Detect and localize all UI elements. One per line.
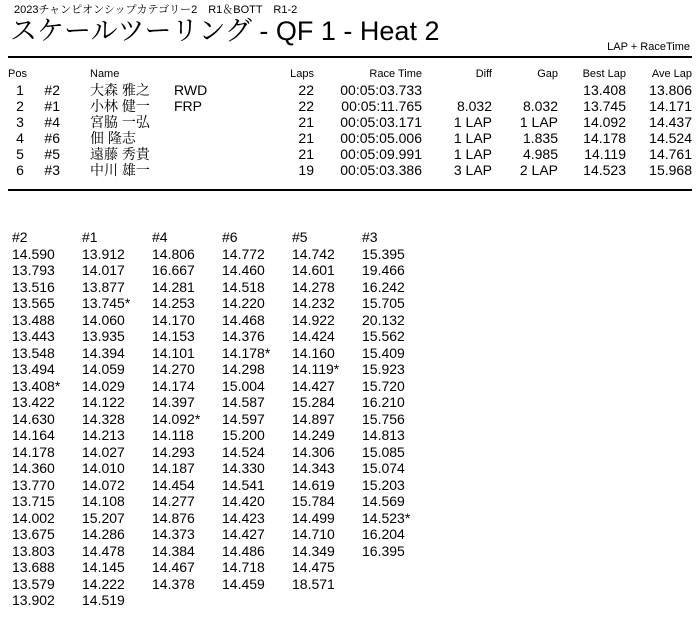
result-time: 00:05:03.733 [340, 82, 422, 98]
lap-time: 13.877 [82, 278, 125, 295]
result-num: #2 [44, 82, 60, 98]
lap-time: 14.772 [222, 245, 265, 262]
lap-time: 18.571 [292, 575, 335, 592]
lap-time: 15.756 [362, 410, 405, 427]
result-team [174, 162, 254, 178]
lap-time: 14.293 [152, 443, 195, 460]
result-pos: 4 [16, 130, 24, 146]
result-laps: 21 [298, 146, 314, 162]
lap-time: 14.378 [152, 575, 195, 592]
result-team: FRP [174, 98, 202, 114]
lap-time: 13.675 [12, 526, 55, 542]
result-best: 14.178 [583, 130, 626, 146]
result-ave: 15.968 [649, 162, 692, 178]
lap-time: 14.187 [152, 460, 195, 476]
result-laps: 21 [298, 130, 314, 146]
lap-time: 14.232 [292, 295, 335, 311]
lap-time: 13.912 [82, 245, 125, 262]
col-header-race-time: Race Time [369, 68, 422, 80]
lap-time: 14.486 [222, 542, 265, 559]
header-divider [8, 56, 692, 58]
lap-time: 14.278 [292, 278, 335, 295]
lap-time: 15.207 [82, 509, 125, 526]
lap-time: 14.072 [82, 476, 125, 493]
result-diff: 1 LAP [453, 130, 492, 146]
lap-time: 14.249 [292, 427, 335, 443]
lap-column [362, 229, 432, 559]
lap-time: 14.298 [222, 361, 265, 377]
lap-time: 13.565 [12, 295, 55, 311]
lap-time: 13.715 [12, 493, 55, 509]
lap-time: 14.213 [82, 427, 125, 443]
col-header-pos: Pos [8, 68, 27, 80]
lap-time: 15.409 [362, 344, 405, 361]
lap-column [292, 229, 362, 592]
lap-time: 14.460 [222, 262, 265, 278]
lap-time: 14.174 [152, 377, 195, 394]
result-team [174, 130, 254, 146]
lap-time: 15.004 [222, 377, 265, 394]
lap-time: 14.306 [292, 443, 335, 460]
lap-time: 13.935 [82, 328, 125, 344]
lap-time: 14.160 [292, 344, 335, 361]
lap-time: 14.101 [152, 344, 195, 361]
result-ave: 14.437 [649, 114, 692, 130]
lap-time: 20.132 [362, 311, 405, 328]
result-ave: 14.524 [649, 130, 692, 146]
lap-time: 14.222 [82, 575, 125, 592]
lap-time: 15.085 [362, 443, 405, 460]
lap-time: 14.010 [82, 460, 125, 476]
lap-time: 14.017 [82, 262, 125, 278]
lap-time: 14.468 [222, 311, 265, 328]
lap-time: 14.170 [152, 311, 195, 328]
lap-time: 16.242 [362, 278, 405, 295]
result-best: 13.408 [583, 82, 626, 98]
result-gap: 1.835 [522, 130, 558, 146]
lap-time: 14.619 [292, 476, 335, 493]
result-row [8, 146, 692, 162]
lap-time: 13.902 [12, 592, 55, 608]
lap-time: 14.394 [82, 344, 125, 361]
lap-time: 15.284 [292, 394, 335, 410]
result-pos: 3 [16, 114, 24, 130]
lap-time: 15.074 [362, 460, 405, 476]
result-pos: 1 [16, 82, 24, 98]
result-pos: 5 [16, 146, 24, 162]
result-team [174, 146, 254, 162]
lap-time: 14.373 [152, 526, 195, 542]
result-laps: 22 [298, 98, 314, 114]
lap-time: 13.516 [12, 278, 55, 295]
lap-time: 13.408* [12, 377, 61, 394]
lap-time: 14.277 [152, 493, 195, 509]
lap-time: 14.630 [12, 410, 55, 427]
lap-time: 14.541 [222, 476, 265, 493]
lap-time: 14.270 [152, 361, 195, 377]
result-time: 00:05:09.991 [340, 146, 422, 162]
lap-time: 14.922 [292, 311, 335, 328]
lap-time: 14.119* [292, 361, 340, 377]
lap-time: 15.203 [362, 476, 405, 493]
result-diff: 8.032 [456, 98, 492, 114]
lap-time: 14.108 [82, 493, 125, 509]
lap-time: 13.488 [12, 311, 55, 328]
result-laps: 22 [298, 82, 314, 98]
result-laps: 21 [298, 114, 314, 130]
result-team: RWD [174, 82, 208, 98]
lap-column [82, 229, 152, 609]
report-mode-label: LAP + RaceTime [607, 41, 690, 53]
lap-time: 14.029 [82, 377, 125, 394]
lap-time: 14.059 [82, 361, 125, 377]
result-pos: 2 [16, 98, 24, 114]
lap-time: 14.454 [152, 476, 195, 493]
lap-column-car: #4 [152, 229, 168, 245]
result-num: #6 [44, 130, 60, 146]
lap-time: 14.178 [12, 443, 55, 460]
lap-time: 14.330 [222, 460, 265, 476]
result-time: 00:05:05.006 [340, 130, 422, 146]
result-num: #1 [44, 98, 60, 114]
lap-time: 14.718 [222, 559, 265, 575]
lap-time: 13.422 [12, 394, 55, 410]
lap-time: 14.590 [12, 245, 55, 262]
result-diff: 3 LAP [453, 162, 492, 178]
lap-time: 15.720 [362, 377, 405, 394]
col-header-best-lap: Best Lap [582, 68, 626, 80]
lap-time: 15.705 [362, 295, 405, 311]
lap-time: 14.027 [82, 443, 125, 460]
result-name: 宮脇 一弘 [90, 114, 150, 130]
lap-time: 14.523* [362, 509, 411, 526]
col-header-diff: Diff [475, 68, 492, 80]
lap-time: 16.667 [152, 262, 195, 278]
lap-time: 14.423 [222, 509, 265, 526]
result-best: 14.523 [583, 162, 626, 178]
lap-time: 14.220 [222, 295, 265, 311]
result-pos: 6 [16, 162, 24, 178]
lap-time: 14.467 [152, 559, 195, 575]
result-ave: 14.761 [649, 146, 692, 162]
lap-time: 13.793 [12, 262, 55, 278]
lap-time: 14.459 [222, 575, 265, 592]
lap-time: 15.784 [292, 493, 335, 509]
lap-column-car: #1 [82, 229, 98, 245]
col-header-name: Name [90, 68, 120, 80]
result-name: 佃 隆志 [90, 130, 136, 146]
lap-time: 14.328 [82, 410, 125, 427]
lap-time: 14.710 [292, 526, 335, 542]
lap-time: 13.803 [12, 542, 55, 559]
result-laps: 19 [298, 162, 314, 178]
lap-time: 14.178* [222, 344, 271, 361]
lap-time: 14.360 [12, 460, 55, 476]
lap-time: 14.813 [362, 427, 405, 443]
page-title: スケールツーリング - QF 1 - Heat 2 [10, 16, 440, 46]
result-row [8, 82, 692, 98]
results-table [8, 67, 692, 178]
lap-time: 14.118 [152, 427, 194, 443]
lap-time: 13.443 [12, 328, 55, 344]
lap-time: 14.806 [152, 245, 195, 262]
result-gap: 1 LAP [519, 114, 558, 130]
lap-time: 13.770 [12, 476, 55, 493]
lap-time: 14.384 [152, 542, 195, 559]
lap-time: 13.548 [12, 344, 55, 361]
lap-time: 16.210 [362, 394, 405, 410]
result-name: 遠藤 秀貴 [90, 146, 150, 162]
lap-time: 14.397 [152, 394, 195, 410]
series-title: 2023チャンピオンシップカテゴリー2 R1＆BOTT R1-2 [14, 4, 298, 16]
result-name: 大森 雅之 [90, 82, 150, 98]
lap-time: 13.579 [12, 575, 55, 592]
lap-time: 14.060 [82, 311, 125, 328]
result-num: #4 [44, 114, 60, 130]
result-diff [422, 82, 492, 98]
result-row [8, 130, 692, 146]
lap-time: 13.688 [12, 559, 55, 575]
results-header-row [8, 67, 692, 82]
lap-time: 19.466 [362, 262, 405, 278]
lap-time: 16.204 [362, 526, 405, 542]
result-row [8, 98, 692, 114]
result-gap: 2 LAP [519, 162, 558, 178]
lap-time: 13.745* [82, 295, 131, 311]
lap-time: 14.427 [222, 526, 265, 542]
lap-time: 14.424 [292, 328, 335, 344]
lap-time: 14.518 [222, 278, 265, 295]
lap-column-car: #5 [292, 229, 308, 245]
lap-time: 14.524 [222, 443, 265, 460]
lap-time: 14.478 [82, 542, 125, 559]
lap-time: 14.475 [292, 559, 335, 575]
lap-time: 14.092* [152, 410, 201, 427]
col-header-ave-lap: Ave Lap [651, 68, 692, 80]
lap-column [152, 229, 222, 592]
result-gap: 4.985 [522, 146, 558, 162]
lap-time: 14.002 [12, 509, 55, 526]
result-best: 13.745 [583, 98, 626, 114]
lap-time: 14.427 [292, 377, 335, 394]
lap-time: 14.519 [82, 592, 125, 608]
lap-time: 14.343 [292, 460, 335, 476]
result-row [8, 162, 692, 178]
results-divider [8, 189, 692, 191]
result-time: 00:05:03.171 [340, 114, 422, 130]
lap-time: 14.742 [292, 245, 335, 262]
lap-time: 14.281 [152, 278, 195, 295]
result-name: 中川 雄一 [90, 162, 150, 178]
lap-time: 15.200 [222, 427, 265, 443]
result-gap [492, 82, 558, 98]
result-ave: 14.171 [649, 98, 692, 114]
lap-time: 14.376 [222, 328, 265, 344]
result-team [174, 114, 254, 130]
lap-time: 14.876 [152, 509, 195, 526]
result-time: 00:05:11.765 [341, 98, 422, 114]
result-diff: 1 LAP [453, 146, 492, 162]
lap-time: 14.122 [82, 394, 125, 410]
lap-column [12, 229, 82, 609]
col-header-gap: Gap [537, 68, 558, 80]
lap-time: 14.569 [362, 493, 405, 509]
result-num: #3 [44, 162, 60, 178]
result-gap: 8.032 [522, 98, 558, 114]
lap-time: 14.587 [222, 394, 265, 410]
lap-column-car: #3 [362, 229, 378, 245]
result-row [8, 114, 692, 130]
lap-time: 14.286 [82, 526, 125, 542]
lap-time: 14.153 [152, 328, 195, 344]
lap-column-car: #2 [12, 229, 28, 245]
lap-time: 14.597 [222, 410, 265, 427]
lap-time: 15.395 [362, 245, 405, 262]
result-ave: 13.806 [649, 82, 692, 98]
lap-time: 14.499 [292, 509, 335, 526]
lap-time: 14.420 [222, 493, 265, 509]
col-header-laps: Laps [290, 68, 314, 80]
lap-time: 14.253 [152, 295, 195, 311]
lap-time: 13.494 [12, 361, 55, 377]
lap-time: 14.897 [292, 410, 335, 427]
result-diff: 1 LAP [453, 114, 492, 130]
lap-column [222, 229, 292, 592]
result-num: #5 [44, 146, 60, 162]
lap-time: 15.562 [362, 328, 405, 344]
lap-time: 15.923 [362, 361, 405, 377]
lap-time: 14.145 [82, 559, 125, 575]
lap-column-car: #6 [222, 229, 238, 245]
lap-time: 14.164 [12, 427, 55, 443]
lap-time: 14.349 [292, 542, 335, 559]
result-best: 14.119 [584, 146, 626, 162]
result-time: 00:05:03.386 [340, 162, 422, 178]
lap-time: 16.395 [362, 542, 405, 559]
result-best: 14.092 [583, 114, 626, 130]
result-name: 小林 健一 [90, 98, 150, 114]
lap-time: 14.601 [292, 262, 335, 278]
